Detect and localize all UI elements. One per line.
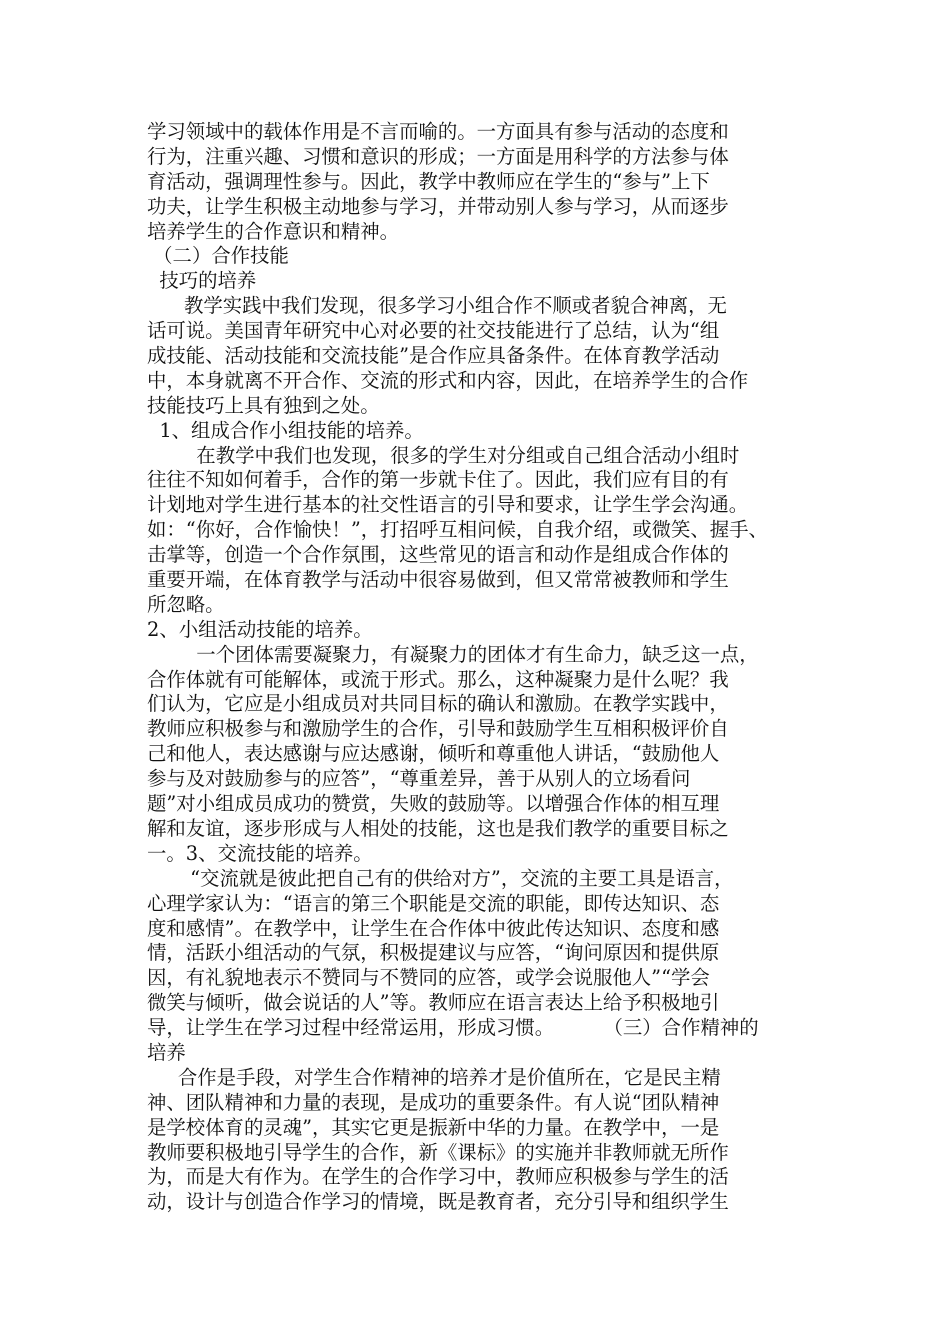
- text-line: 因，有礼貌地表示不赞同与不赞同的应答，或学会说服他人”“学会: [147, 966, 710, 990]
- text-line: 培养学生的合作意识和精神。: [147, 219, 400, 243]
- section-heading-continued: 培养: [147, 1040, 186, 1064]
- body-text: [147, 120, 817, 1215]
- text-line: 导，让学生在学习过程中经常运用，形成习惯。 （三）合作精神的: [147, 1016, 759, 1040]
- text-line: 神、团队精神和力量的表现，是成功的重要条件。有人说“团队精神: [147, 1090, 720, 1114]
- text-line: 度和感情”。在教学中，让学生在合作体中彼此传达知识、态度和感: [147, 916, 720, 940]
- text-line: 合作体就有可能解体，或流于形式。那么，这种凝聚力是什么呢？我: [147, 667, 729, 691]
- text-line: 情，活跃小组活动的气氛，积极提建议与应答，“询问原因和提供原: [147, 941, 720, 965]
- subsection-heading: 1、组成合作小组技能的培养。: [147, 418, 424, 442]
- text-line: 动，设计与创造合作学习的情境，既是教育者，充分引导和组织学生: [147, 1190, 729, 1214]
- text-line: 微笑与倾听，做会说话的人”等。教师应在语言表达上给予积极地引: [147, 991, 720, 1015]
- section-heading-continued: 技巧的培养: [147, 269, 257, 293]
- text-line: 教师应积极参与和激励学生的合作，引导和鼓励学生互相积极评价自: [147, 717, 729, 741]
- text-line: 题”对小组成员成功的赞赏，失败的鼓励等。以增强合作体的相互理: [147, 792, 720, 816]
- text-line: 合作是手段，对学生合作精神的培养才是价值所在，它是民主精: [147, 1065, 721, 1089]
- text-line: 成技能、活动技能和交流技能”是合作应具备条件。在体育教学活动: [147, 344, 720, 368]
- text-line: 功夫，让学生积极主动地参与学习，并带动别人参与学习，从而逐步: [147, 194, 729, 218]
- subsection-heading: 2、小组活动技能的培养。: [147, 617, 373, 641]
- text-line: 所忽略。: [147, 592, 225, 616]
- text-line: 教学实践中我们发现，很多学习小组合作不顺或者貌合神离，无: [147, 294, 727, 318]
- text-line: 是学校体育的灵魂”，其实它更是振新中华的力量。在教学中，一是: [147, 1115, 720, 1139]
- text-line: 在教学中我们也发现，很多的学生对分组或自己组合活动小组时: [147, 443, 740, 467]
- text-line: 往往不知如何着手，合作的第一步就卡住了。因此，我们应有目的有: [147, 468, 729, 492]
- text-line: 击掌等，创造一个合作氛围，这些常见的语言和动作是组成合作体的: [147, 543, 729, 567]
- text-line: 如：“你好，合作愉快！”，打招呼互相问候，自我介绍，或微笑、握手、: [147, 518, 768, 542]
- text-line: 计划地对学生进行基本的社交性语言的引导和要求，让学生学会沟通。: [147, 493, 749, 517]
- text-line: 心理学家认为：“语言的第三个职能是交流的职能，即传达知识、态: [147, 891, 720, 915]
- text-line: 一。3、交流技能的培养。: [147, 841, 373, 865]
- text-line: 技能技巧上具有独到之处。: [147, 393, 380, 417]
- text-line: 中，本身就离不开合作、交流的形式和内容，因此，在培养学生的合作: [147, 368, 749, 392]
- text-line: 解和友谊，逐步形成与人相处的技能，这也是我们教学的重要目标之: [147, 816, 729, 840]
- text-line: 一个团体需要凝聚力，有凝聚力的团体才有生命力，缺乏这一点，: [147, 642, 759, 666]
- text-line: 话可说。美国青年研究中心对必要的社交技能进行了总结，认为“组: [147, 319, 720, 343]
- text-line: 学习领域中的载体作用是不言而喻的。一方面具有参与活动的态度和: [147, 120, 729, 143]
- text-line: 重要开端，在体育教学与活动中很容易做到，但又常常被教师和学生: [147, 568, 729, 592]
- text-line: 们认为，它应是小组成员对共同目标的确认和激励。在教学实践中，: [147, 692, 729, 716]
- text-line: 参与及对鼓励参与的应答”，“尊重差异，善于从别人的立场看问: [147, 767, 691, 791]
- section-heading: （二）合作技能: [147, 244, 289, 268]
- text-line: 教师要积极地引导学生的合作，新《课标》的实施并非教师就无所作: [147, 1140, 729, 1164]
- text-line: “交流就是彼此把自己有的供给对方”，交流的主要工具是语言，: [147, 866, 734, 890]
- text-line: 育活动，强调理性参与。因此，教学中教师应在学生的“参与”上下: [147, 169, 710, 193]
- text-line: 为，而是大有作为。在学生的合作学习中，教师应积极参与学生的活: [147, 1165, 729, 1189]
- text-line: 己和他人，表达感谢与应达感谢，倾听和尊重他人讲话，“鼓励他人: [147, 742, 720, 766]
- text-line: 行为，注重兴趣、习惯和意识的形成；一方面是用科学的方法参与体: [147, 144, 729, 168]
